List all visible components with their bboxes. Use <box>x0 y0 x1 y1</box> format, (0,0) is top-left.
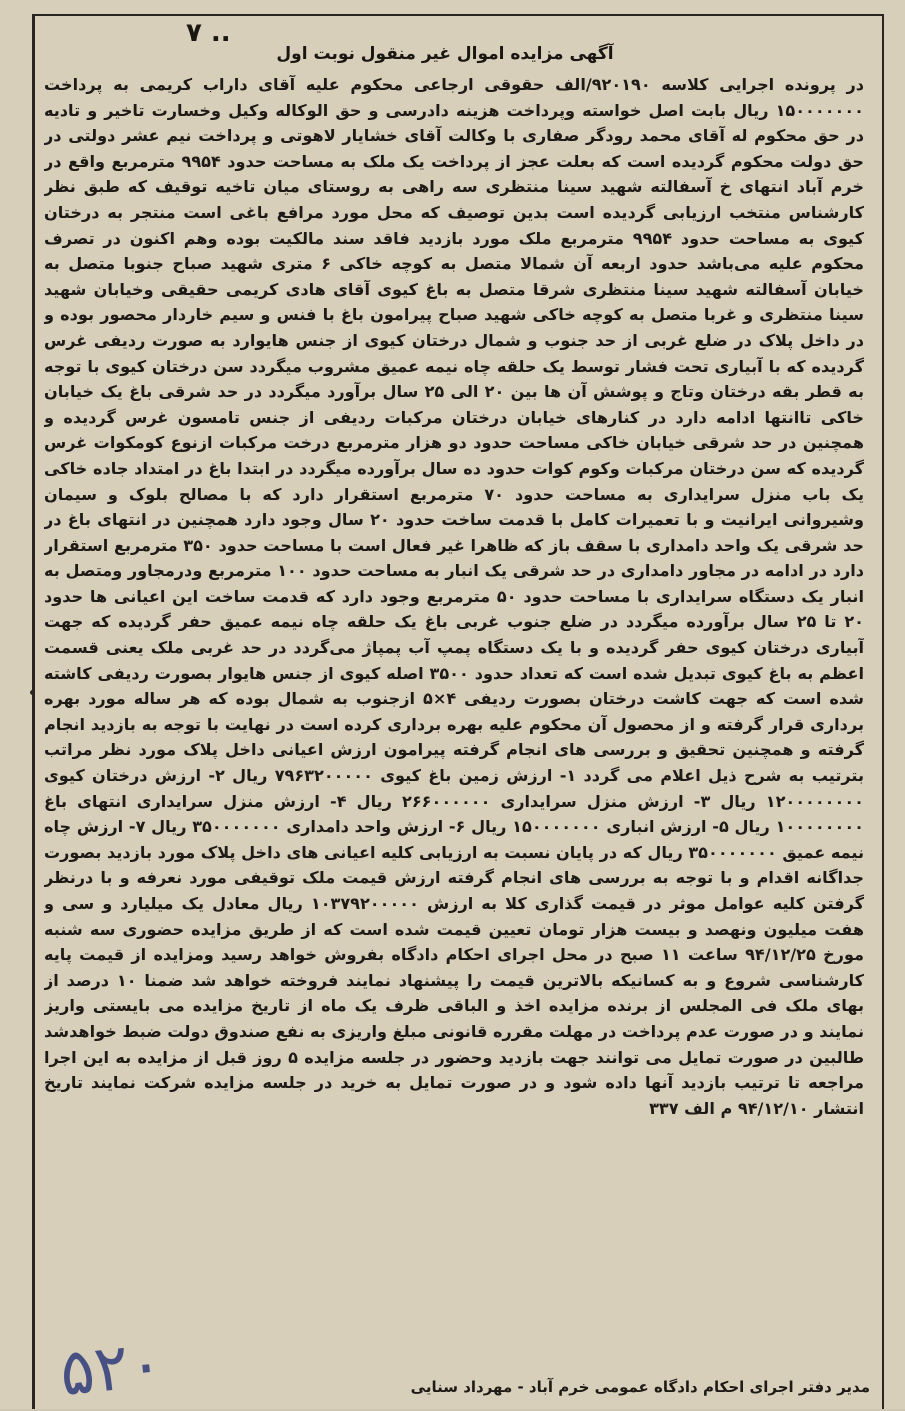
ad-number: ۷ .. <box>186 18 231 48</box>
print-speck <box>30 690 35 695</box>
signature-line: مدیر دفتر اجرای احکام دادگاه عمومی خرم آباد - مهرداد سنایی <box>410 1378 870 1396</box>
handwritten-mark: ۵۲۰ <box>56 1326 167 1411</box>
ad-title: آگهی مزایده اموال غیر منقول نوبت اول <box>276 44 614 64</box>
ad-body-text: در پرونده اجرایی کلاسه ۹۲۰۱۹۰/الف حقوقی ارجاعی محکوم علیه آقای داراب کریمی به پرداخت ۱۵۰۰۰۰۰۰۰ ریال بابت اصل خواسته وپرداخت هزینه دادرسی و حق الوکاله وکیل وخسارت تاخیر و تادیه در حق محکوم له آقای محمد رودگر صفاری با وکالت آقای خشایار لاهوتی و پرداخت نیم عشر دولتی در حق دولت محکوم گردیده است که بعلت عجز از پرداخت یک ملک به مساحت حدود ۹۹۵۴ مترمربع واقع در خرم آباد انتهای خ آسفالته شهید سینا منتظری سه راهی به روستای میان تاخیه توقیف که طبق نظر کارشناس منتخب ارزیابی گردیده است بدین توصیف که محل مورد مرافع باغی است منتجر به درختان کیوی به مساحت حدود ۹۹۵۴ مترمربع ملک مورد بازدید فاقد سند مالکیت بوده وهم اکنون در تصرف محکوم علیه می‌باشد حدود اربعه آن شمالا متصل به کوچه خاکی ۶ متری شهید صباح جنوبا متصل به خیابان آسفالته شهید سینا منتظری شرقا متصل به باغ کیوی آقای هادی کریمی حقیقی وخیابان شهید سینا منتظری و غربا متصل به کوچه خاکی شهید صباح پیرامون باغ با فنس و سیم خاردار محصور بوده و در داخل پلاک در ضلع غربی از حد جنوب و شمال درختان کیوی از جنس هایوارد به صورت ردیفی غرس گردیده که با آبیاری تحت فشار توسط یک حلقه چاه نیمه عمیق مشروب میگردد سن درختان کیوی با توجه به قطر بقه درختان وتاج و پوشش آن ها بین ۲۰ الی ۲۵ سال برآورد میگردد در حد شرقی باغ یک خیابان خاکی تاانتها ادامه دارد در کنارهای خیابان درختان مرکبات ردیفی از جنس تامسون غرس گردیده و همچنین در حد شرقی خیابان خاکی مساحت حدود دو هزار مترمربع درخت مرکبات ازنوع کومکوات غرس گردیده که سن درختان مرکبات وکوم کوات حدود ده سال برآورده میگردد در ابتدا باغ در امتداد جاده خاکی یک باب منزل سرایداری به مساحت حدود ۷۰ مترمربع استقرار دارد که با مصالح بلوک و سیمان وشیروانی ایرانیت و با تعمیرات کامل با قدمت ساخت حدود ۲۰ سال وجود دارد همچنین در انتهای باغ در حد شرقی یک واحد دامداری با سقف باز که ظاهرا غیر فعال است با مساحت حدود ۳۵۰ مترمربع استقرار دارد در ادامه در مجاور دامداری در حد شرقی یک انبار به مساحت حدود ۱۰۰ مترمربع ودرمجاور ومتصل به انبار یک دستگاه سرایداری با مساحت حدود ۵۰ مترمربع وجود دارد که قدمت ساخت این اعیانی ها حدود ۲۰ تا ۲۵ سال برآورده میگردد در ضلع جنوب غربی باغ یک حلقه چاه نیمه عمیق حفر گردیده که جهت آبیاری درختان کیوی حفر گردیده و با یک دستگاه پمپ آب پمپاژ می‌گردد در حد غربی ملک یعنی قسمت اعظم به باغ کیوی تبدیل شده است که تعداد حدود ۳۵۰۰ اصله کیوی از جنس هایوار بصورت ردیفی کاشته شده است که جهت کاشت درختان بصورت ردیفی ۴×۵ ازجنوب به شمال بوده که هر ساله مورد بهره برداری قرار گرفته و از محصول آن محکوم علیه بهره برداری کرده است در نهایت با توجه به بازدید انجام گرفته و همچنین تحقیق و بررسی های انجام گرفته پیرامون ارزش اعیانی داخل پلاک مورد نظر مراتب بترتیب به شرح ذیل اعلام می گردد ۱- ارزش زمین باغ کیوی ۷۹۶۳۲۰۰۰۰۰ ریال ۲- ارزش درختان کیوی ۱۲۰۰۰۰۰۰۰۰ ریال ۳- ارزش منزل سرایداری ۲۶۶۰۰۰۰۰۰ ریال ۴- ارزش منزل سرایداری انتهای باغ ۱۰۰۰۰۰۰۰۰ ریال ۵- ارزش انباری ۱۵۰۰۰۰۰۰۰ ریال ۶- ارزش واحد دامداری ۳۵۰۰۰۰۰۰۰ ریال ۷- ارزش چاه نیمه عمیق ۳۵۰۰۰۰۰۰۰ ریال که در پایان نسبت به ارزیابی کلیه اعیانی های داخل پلاک مورد بازدید بصورت جداگانه اقدام و با توجه به بررسی های انجام گرفته ارزش قیمت ملک توقیفی مورد نعرفه و با درنظر گرفتن کلیه عوامل موثر در قیمت گذاری کلا به ارزش ۱۰۳۷۹۲۰۰۰۰۰ ریال معادل یک میلیارد و سی و هفت میلیون ونهصد و بیست هزار تومان تعیین قیمت شده است که از طریق مزایده حضوری سه شنبه مورخ ۹۴/۱۲/۲۵ ساعت ۱۱ صبح در محل اجرای احکام دادگاه بفروش خواهد رسید ومزایده از قیمت پایه کارشناسی شروع و به کسانیکه بالاترین قیمت را پیشنهاد نمایند فروخته خواهد شد ضمنا ۱۰ درصد از بهای ملک فی المجلس از برنده مزایده اخذ و الباقی ظرف یک ماه از تاریخ مزایده می بایستی واریز نمایند و در صورت عدم پرداخت در مهلت مقرره قانونی مبلغ واریزی به نفع صندوق دولت ضبط خواهدشد طالبین در صورت تمایل می توانند جهت بازدید وحضور در جلسه مزایده ۵ روز قبل از مزایده به این اجرا مراجعه تا ترتیب بازدید آنها داده شود و در صورت تمایل به خرید در جلسه مزایده شرکت نمایند تاریخ انتشار ۹۴/۱۲/۱۰ م الف ۳۳۷ <box>44 75 864 1118</box>
